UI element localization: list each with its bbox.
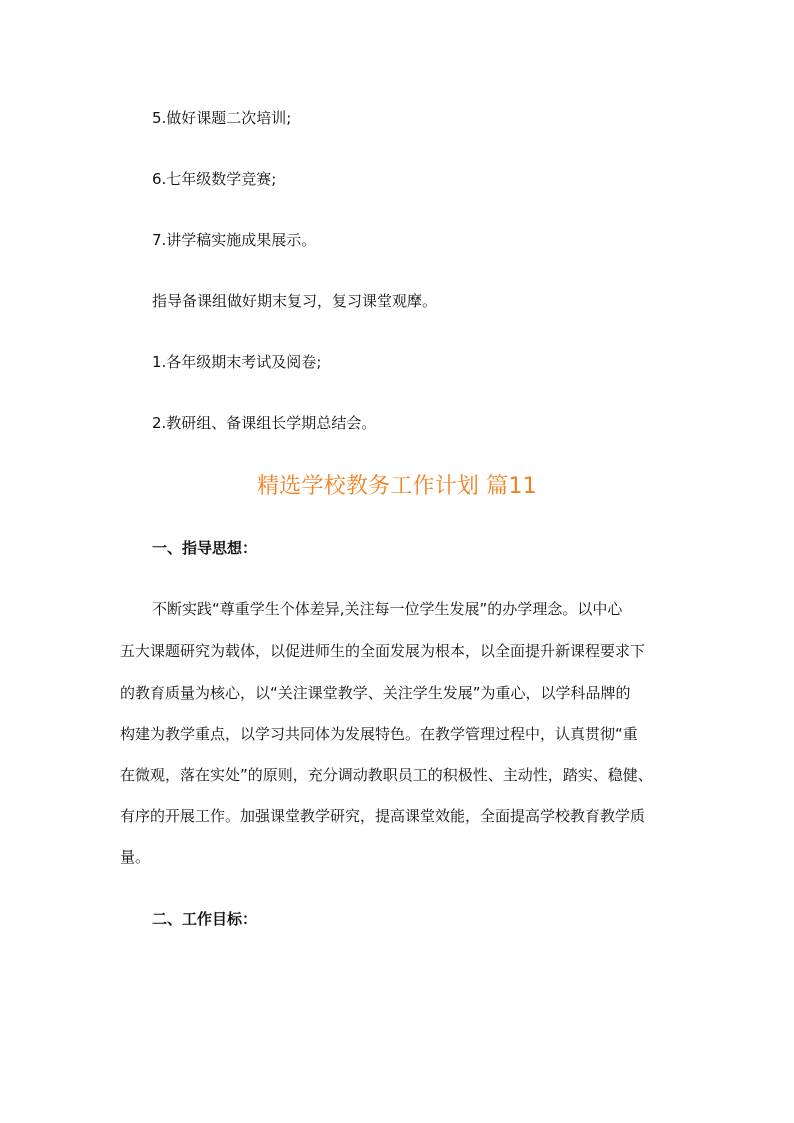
paragraph-line: 不断实践“尊重学生个体差异,关注每一位学生发展”的办学理念。以中心 [152, 600, 623, 618]
list-item: 2.教研组、备课组长学期总结会。 [152, 414, 377, 432]
list-item: 指导备课组做好期末复习，复习课堂观摩。 [152, 292, 438, 310]
paragraph-line: 五大课题研究为载体，以促进师生的全面发展为根本，以全面提升新课程要求下 [120, 642, 646, 660]
list-item: 7.讲学稿实施成果展示。 [152, 231, 317, 249]
paragraph-line: 构建为教学重点，以学习共同体为发展特色。在教学管理过程中，认真贯彻“重 [120, 725, 638, 743]
list-item: 1.各年级期末考试及阅卷; [152, 353, 322, 371]
list-item: 6.七年级数学竞赛; [152, 170, 277, 188]
list-item: 5.做好课题二次培训; [152, 109, 292, 127]
heading-guiding-ideology: 一、指导思想： [152, 539, 258, 557]
paragraph-line: 量。 [120, 848, 151, 866]
paragraph-line: 的教育质量为核心，以“关注课堂教学、关注学生发展”为重心，以学科品牌的 [120, 684, 631, 702]
paragraph-line: 有序的开展工作。加强课堂教学研究，提高课堂效能，全面提高学校教育教学质 [120, 807, 646, 825]
paragraph-line: 在微观，落在实处”的原则，充分调动教职员工的积极性、主动性，踏实、稳健、 [120, 766, 653, 784]
section-title: 精选学校教务工作计划 篇11 [257, 474, 537, 499]
heading-work-goals: 二、工作目标： [152, 910, 258, 928]
